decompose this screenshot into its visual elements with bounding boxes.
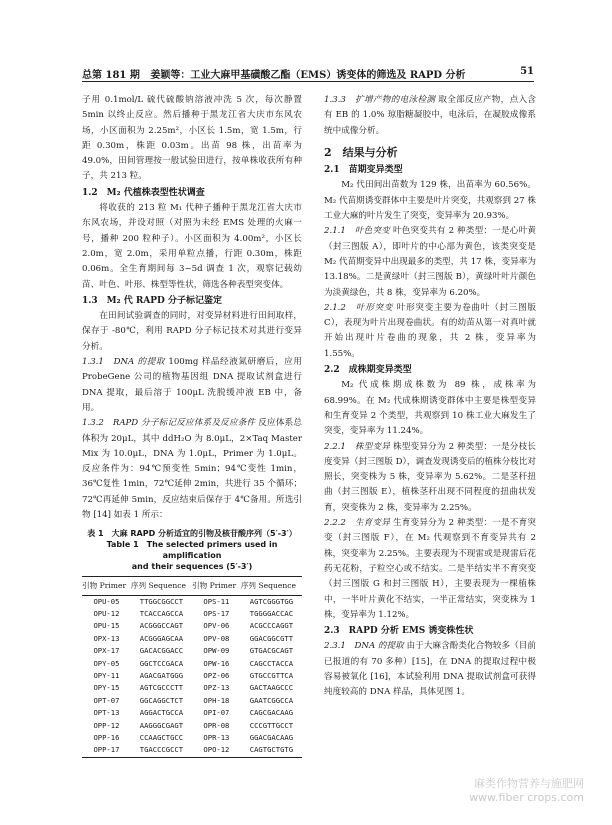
table-row xyxy=(82,620,302,632)
table-row xyxy=(82,720,302,732)
page-number: 51 xyxy=(520,66,534,77)
table-cell: OPI-07 xyxy=(203,708,230,718)
section-heading: 1.3 M₂ 代 RAPD 分子标记鉴定 xyxy=(82,295,222,306)
page-header xyxy=(82,66,534,82)
table-cell: AGTCGCCCTT xyxy=(139,683,184,693)
watermark-line-2: www.fiber crops.com xyxy=(469,791,584,804)
table-cell: OPZ-06 xyxy=(203,671,230,681)
table-cell: OPR-08 xyxy=(203,720,230,730)
paragraph-text: 反应体系总体积为 20μL，其中 ddH₂O 为 8.0μL，2×Taq Master Mix 为 10.0μL，DNA 为 1.0μL，Primer 为 1.0μL。反应条件为：94℃预变性 5min；94℃变性 1min，36℃复性 1min，72℃延伸 2min，共进行 35 个循环；72℃再延伸 5min，反应结束后保存于 4℃备用。所选引物 [14] 如表 1 所示： xyxy=(82,418,302,521)
table-cell: OPZ-13 xyxy=(203,683,230,693)
watermark xyxy=(469,777,584,805)
table-row xyxy=(82,645,302,657)
paragraph xyxy=(324,639,536,700)
table-caption-en-1: Table 1 The selected primers used in amplification xyxy=(106,540,278,561)
table-row xyxy=(82,744,302,757)
primer-table xyxy=(82,576,302,758)
table-cell: TTGGCGGCCT xyxy=(139,596,184,606)
table-cell: GGACGGCGTT xyxy=(249,633,294,643)
paragraph: 在田间试验调查的同时，对变异材料进行田间取样，保存于 -80℃，利用 RAPD 分子标记技术对其进行变异分析。 xyxy=(82,311,302,352)
paragraph-text: 取全部反应产物，点入含有 EB 的 1.0% 琼脂糖凝胶中，电泳后，在凝胶成像系统中成像分析。 xyxy=(324,95,536,136)
table-header: 序列 Sequence xyxy=(241,577,302,595)
table-cell: OPX-17 xyxy=(93,646,120,656)
table-header: 序列 Sequence xyxy=(131,577,192,595)
table-cell: OPU-12 xyxy=(93,609,120,619)
table-cell: CCAAGCTGCC xyxy=(139,733,184,743)
table-cell: GGACGACAAG xyxy=(249,733,294,743)
table-cell: GAATCGGCCA xyxy=(249,695,294,705)
paragraph: 将收获的 213 粒 M₁ 代种子播种于黑龙江省大庆市东风农场，并设对照（对照为未经 EMS 处理的火麻一号，播种 200 粒种子）。小区面积为 4.00m²，小区长 2.0m，宽 2.0m，采用单粒点播，行距 0.30m，株距 0.06m。全生育期间每 3~5d 调查 1 次，观察记载幼苗、叶色、叶形、株型等性状，筛选各种表型突变体。 xyxy=(82,203,302,290)
table-row xyxy=(82,670,302,682)
table-cell: OPY-11 xyxy=(93,671,120,681)
paragraph: M₂ 代田间出苗数为 129 株，出苗率为 60.56%。M₂ 代苗期诱变群体中主要是叶片突变，共观察到 27 株工业大麻的叶片发生了突变，变异率为 20.93%。 xyxy=(324,180,536,222)
table-cell: ACGGGAGCAA xyxy=(139,633,184,643)
subsection-heading: 2.2.2 生育变异 xyxy=(324,518,391,529)
table-cell: OPV-08 xyxy=(203,633,230,643)
table-cell: OPT-07 xyxy=(93,695,120,705)
table-cell: AAGGGCGAGT xyxy=(139,720,184,730)
table-cell: OPX-13 xyxy=(93,633,120,643)
section-heading: 2.1 苗期变异类型 xyxy=(324,165,403,176)
paragraph xyxy=(324,224,536,300)
table-cell: OPP-12 xyxy=(93,720,120,730)
table-cell: OPY-05 xyxy=(93,658,120,668)
table-cell: OPV-06 xyxy=(203,621,230,631)
paragraph xyxy=(82,355,302,416)
table-cell: OPY-15 xyxy=(93,683,120,693)
table-cell: OPP-16 xyxy=(93,733,120,743)
subsection-heading: 2.2.1 株型变异 xyxy=(324,441,391,452)
table-cell: CAGCGACAAG xyxy=(249,708,294,718)
table-cell: OPT-13 xyxy=(93,708,120,718)
issue-number: 总第 181 期 xyxy=(82,70,140,81)
watermark-line-1: 麻类作物营养与施肥网 xyxy=(474,777,584,790)
paragraph xyxy=(324,301,536,362)
table-cell: GACACGGACC xyxy=(139,646,184,656)
table-row xyxy=(82,658,302,670)
section-heading: 1.2 M₂ 代植株表型性状调查 xyxy=(82,187,205,198)
table-caption-en-2: and their sequences (5′-3′) xyxy=(131,562,253,572)
table-cell: TGGGGACCAC xyxy=(249,609,294,619)
left-column xyxy=(82,93,302,758)
paragraph xyxy=(324,440,536,516)
table-caption-cn: 表 1 大麻 RAPD 分析适宜的引物及核苷酸序列（5′-3′） xyxy=(87,529,297,539)
section-heading: 2.3 RAPD 分析 EMS 诱变株性状 xyxy=(324,626,474,637)
right-column xyxy=(324,93,536,701)
subsection-heading: 2.1.2 叶形突变 xyxy=(324,302,394,313)
table-cell: ACGCCCAGGT xyxy=(249,621,294,631)
section-heading: 2 结果与分析 xyxy=(324,145,398,159)
paragraph xyxy=(324,516,536,623)
table-header: 引物 Primer xyxy=(82,577,131,595)
table-row xyxy=(82,682,302,694)
table-header-row xyxy=(82,577,302,595)
table-row xyxy=(82,595,302,608)
table-cell: OPH-18 xyxy=(203,695,230,705)
table-cell: AGGACTGCCA xyxy=(139,708,184,718)
table-body xyxy=(82,595,302,757)
table-header: 引物 Primer xyxy=(192,577,241,595)
table-cell: OPW-16 xyxy=(203,658,230,668)
table-cell: CCCGTTGCCT xyxy=(249,720,294,730)
paragraph: M₂ 代成株期成株数为 89 株，成株率为 68.99%。在 M₂ 代成株期诱变群体中主要是株型变异和生育变异 2 个类型，共观察到 10 株工业大麻发生了突变，变异率为 11.24%。 xyxy=(324,380,536,437)
running-title: 姜颖等：工业大麻甲基磺酸乙酯（EMS）诱变体的筛选及 RAPD 分析 xyxy=(150,70,466,81)
paragraph xyxy=(324,93,536,139)
table-cell: OPS-11 xyxy=(203,596,230,606)
table-cell: GTGACGCAGT xyxy=(249,646,294,656)
table-row xyxy=(82,608,302,620)
paragraph-text: 株型变异分为 2 种类型：一是分枝长度变异（封三图版 D），调查发现诱变后的植株分枝比对照长，突变株为 5 株，变异率为 5.62%。二是茎秆扭曲（封三图版 E），植株茎秆出现不同程度的扭曲状发育，突变株为 2 株，变异率为 2.25%。 xyxy=(324,441,536,513)
table-cell: OPR-13 xyxy=(203,733,230,743)
paragraph-text: 生育变异分为 2 种类型：一是不育突变（封三图版 F），在 M₂ 代观察到不育变异共有 2 株，突变率为 2.25%。主要表现为不现雷或是现雷后花药无花粉，子粒空心或不结实。二是半结实半不育突变（封三图版 G 和封三图版 H），主要表现为一棵植株中，一半叶片黄化不结实，一半正常结实，突变株为 1 株，变异率为 1.12%。 xyxy=(324,518,536,620)
paragraph-text: 叶色突变共有 2 种类型：一是心叶黄（封三图版 A），即叶片的中心部为黄色，该类突变是 M₂ 代苗期变异中出现最多的类型，共 17 株，变异率为 13.18%。二是黄绿叶（封三图版 B），黄绿叶叶片颜色为淡黄绿色，共 8 株，变异率为 6.20%。 xyxy=(324,226,536,298)
subsection-heading: 2.3.1 DNA 的提取 xyxy=(324,641,404,652)
subsection-heading: 1.3.3 扩增产物的电泳检测 xyxy=(324,95,436,105)
paragraph: 子用 0.1mol/L 硫代硫酸钠溶液冲洗 5 次，每次静置 5min 以终止反应。然后播种于黑龙江省大庆市东风农场，小区面积为 2.25m²，小区长 1.5m，宽 1.5m，行距 0.30m，株距 0.03m。出苗 98 株，出苗率为 49.0%，田间管理按一般试验田进行，按单株收获所有种子，共 213 粒。 xyxy=(82,95,302,182)
table-cell: CAGTGCTGTG xyxy=(241,744,302,757)
subsection-heading: 1.3.2 RAPD 分子标记反应体系及反应条件 xyxy=(82,418,256,429)
table-cell: OPW-09 xyxy=(203,646,230,656)
table-cell: GACTAAGCCC xyxy=(249,683,294,693)
table-cell: GGCTCCGACA xyxy=(139,658,184,668)
table-cell: ACGGGCCAGT xyxy=(139,621,184,631)
table-row xyxy=(82,633,302,645)
table-cell: OPU-15 xyxy=(93,621,120,631)
section-heading: 2.2 成株期变异类型 xyxy=(324,365,412,376)
table-cell: OPO-12 xyxy=(192,744,241,757)
paragraph-text: 由于大麻含酚类化合物较多（目前已报道的有 70 多种）[15]，在 DNA 的提取过程中极容易被氧化 [16]，本试验利用 DNA 提取试剂盒可获得纯度较高的 DNA 样品，具体见图 1。 xyxy=(324,641,537,698)
table-cell: OPS-17 xyxy=(203,609,230,619)
table-cell: TCACCAGCCA xyxy=(139,609,184,619)
table-cell: OPP-17 xyxy=(82,744,131,757)
paragraph xyxy=(82,416,302,523)
table-row xyxy=(82,695,302,707)
paragraph-text: 叶形突变主要为卷曲叶（封三图版 C），表现为叶片出现卷曲状。有的幼苗从第一对真叶就开始出现叶片卷曲的现象，共 2 株，变异率为 1.55%。 xyxy=(324,302,536,359)
table-cell: GTGCCGTTCA xyxy=(249,671,294,681)
table-row xyxy=(82,732,302,744)
table-caption xyxy=(82,528,302,572)
table-cell: CAGCCTACCA xyxy=(249,658,294,668)
subsection-heading: 2.1.1 叶色突变 xyxy=(324,226,391,237)
table-cell: GGCAGGCTCT xyxy=(139,695,184,705)
table-cell: AGACGATGGG xyxy=(139,671,184,681)
subsection-heading: 1.3.1 DNA 的提取 xyxy=(82,357,166,368)
table-cell: OPU-05 xyxy=(93,596,120,606)
table-cell: TGACCCGCCT xyxy=(131,744,192,757)
paragraph-text: 100mg 样品经液氮研磨后，应用 ProbeGene 公司的植物基因组 DNA 提取试剂盒进行 DNA 提取，最后溶于 100μL 洗脱缓冲液 EB 中，备用。 xyxy=(82,357,302,413)
table-cell: AGTCGGGTGG xyxy=(249,596,294,606)
table-row xyxy=(82,707,302,719)
